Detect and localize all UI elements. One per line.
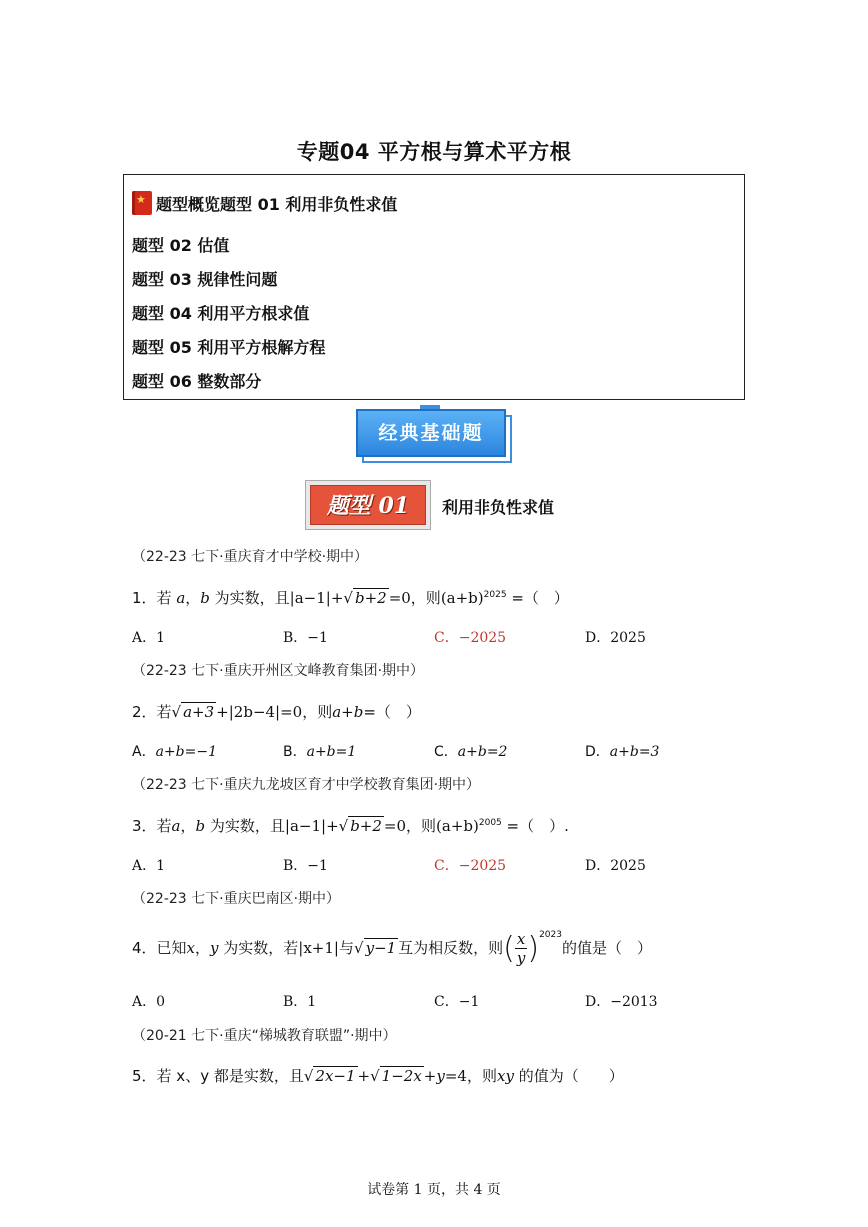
- q5-plus-2: +: [423, 1067, 437, 1085]
- q3-source: （22-23 七下·重庆九龙坡区育才中学校教育集团·期中）: [132, 777, 481, 793]
- q3-stem: [132, 815, 569, 836]
- q4-sqrt: √ y−1: [354, 939, 397, 957]
- q1-option-c: C．−2025: [434, 630, 507, 646]
- q4-abs: |x+1|: [298, 939, 339, 957]
- q4-option-d: D．−2013: [585, 994, 658, 1010]
- overview-item-03: 题型 03 规律性问题: [132, 270, 278, 289]
- book-icon: ★: [132, 191, 152, 215]
- q2-option-c: [434, 741, 507, 761]
- q2-sqrt: √ a+3: [171, 703, 215, 721]
- q1-text: 1．若: [132, 589, 177, 607]
- q4-option-c: C．−1: [434, 994, 480, 1010]
- q4-text5: 的值是（ ）: [561, 939, 652, 957]
- q4-right-paren: ): [527, 931, 540, 966]
- q2-option-a-value: a+b=−1: [155, 744, 217, 760]
- type-heading: 利用非负性求值: [442, 498, 555, 517]
- q1-text3: =0，则: [388, 589, 441, 607]
- q1-sqrt: √ b+2: [343, 589, 387, 607]
- q1-exponent: 2025: [483, 590, 507, 600]
- q3-text2: 为实数，且: [205, 817, 285, 835]
- q1-option-d: D．2025: [585, 630, 646, 646]
- q3-option-c: C．−2025: [434, 858, 507, 874]
- q3-sqrt: √ b+2: [338, 817, 382, 835]
- q3-power-base: (a+b): [436, 817, 479, 835]
- q5-sqrt-2: √ 1−2x: [370, 1067, 422, 1085]
- q3-abs: |a−1|+: [284, 817, 339, 835]
- overview-item-04: 题型 04 利用平方根求值: [132, 304, 310, 323]
- q2-option-b-label: B．: [283, 744, 307, 760]
- q5-text2: =4，则: [444, 1067, 497, 1085]
- q4-fraction: [515, 930, 527, 967]
- q2-option-d: [585, 741, 659, 761]
- q4-text4: 互为相反数，则: [398, 939, 504, 957]
- overview-header-text: 题型概览题型 01 利用非负性求值: [156, 195, 398, 214]
- q5-radicand-1: 2x−1: [315, 1067, 356, 1085]
- q4-stem: [132, 930, 652, 967]
- q4-option-a: A．0: [132, 994, 166, 1010]
- banner-label: 经典基础题: [356, 409, 506, 457]
- q5-radicand-2: 1−2x: [381, 1067, 422, 1085]
- q4-exponent: 2023: [539, 930, 562, 940]
- q4-left-paren: (: [503, 931, 515, 966]
- q4-option-b: B．1: [283, 994, 317, 1010]
- q3-option-b: B．−1: [283, 858, 328, 874]
- q5-sqrt-1: √ 2x−1: [303, 1067, 356, 1085]
- type-badge: [305, 480, 431, 530]
- q1-source: （22-23 七下·重庆育才中学校·期中）: [132, 549, 369, 565]
- q1-text4: =（ ）: [506, 589, 569, 607]
- q1-stem: [132, 587, 569, 608]
- overview-item-06: 题型 06 整数部分: [132, 372, 262, 391]
- q2-text3: =（ ）: [363, 703, 421, 721]
- q3-var-b: b: [195, 817, 206, 835]
- q1-text2: 为实数，且: [209, 589, 290, 607]
- q5-source: （20-21 七下·重庆“梯城教育联盟”·期中）: [132, 1028, 397, 1044]
- q5-var-y: y: [436, 1067, 445, 1085]
- q1-abs: |a−1|+: [289, 589, 344, 607]
- q2-text: 2．若: [132, 703, 172, 721]
- page-title: 专题04 平方根与算术平方根: [296, 140, 572, 164]
- q3-text4: =（ ）.: [501, 817, 569, 835]
- q2-text2: +|2b−4|=0，则: [216, 703, 333, 721]
- overview-box: [123, 174, 745, 400]
- q3-option-d: D．2025: [585, 858, 646, 874]
- q5-text3: 的值为（ ）: [513, 1067, 624, 1085]
- q4-var-y: y: [210, 939, 219, 957]
- q4-text2: 为实数，若: [218, 939, 299, 957]
- page-footer: 试卷第 1 页，共 4 页: [367, 1182, 501, 1198]
- q4-var-x: x: [186, 939, 196, 957]
- q3-comma: ，: [180, 817, 196, 835]
- q2-option-d-label: D．: [585, 744, 610, 760]
- q4-numerator: x: [516, 930, 526, 948]
- q4-radicand: y−1: [365, 939, 397, 957]
- q1-comma: ，: [185, 589, 201, 607]
- overview-item-02: 题型 02 估值: [132, 236, 230, 255]
- q1-var-b: b: [200, 589, 210, 607]
- q1-power-base: (a+b): [440, 589, 484, 607]
- q2-option-b-value: a+b=1: [306, 744, 357, 760]
- q1-var-a: a: [176, 589, 186, 607]
- q3-option-a: A．1: [132, 858, 166, 874]
- q3-text: 3．若: [132, 817, 172, 835]
- section-banner: [356, 409, 514, 467]
- q1-option-a: A．1: [132, 630, 166, 646]
- q1-radicand: b+2: [354, 589, 387, 607]
- q5-stem: [132, 1065, 624, 1086]
- q4-comma: ，: [195, 939, 211, 957]
- q5-plus-1: +: [357, 1067, 371, 1085]
- overview-item-05: 题型 05 利用平方根解方程: [132, 338, 326, 357]
- type-badge-label: 题型 01: [310, 485, 426, 525]
- q5-var-xy: xy: [496, 1067, 514, 1085]
- q5-text: 5．若 x、y 都是实数，且: [132, 1067, 304, 1085]
- q4-text: 4．已知: [132, 939, 187, 957]
- q3-text3: =0，则: [383, 817, 437, 835]
- q2-option-c-value: a+b=2: [457, 744, 508, 760]
- q3-radicand: b+2: [350, 817, 382, 835]
- q2-option-a: [132, 741, 217, 761]
- q4-text3: 与: [338, 939, 354, 957]
- q2-option-b: [283, 741, 356, 761]
- q2-expr: a+b: [332, 703, 364, 721]
- q2-radicand: a+3: [183, 703, 215, 721]
- q3-var-a: a: [171, 817, 181, 835]
- q2-stem: [132, 701, 421, 722]
- q2-option-a-label: A．: [132, 744, 156, 760]
- q1-option-b: B．−1: [283, 630, 328, 646]
- q2-source: （22-23 七下·重庆开州区文峰教育集团·期中）: [132, 663, 425, 679]
- q4-source: （22-23 七下·重庆巴南区·期中）: [132, 891, 341, 907]
- q2-option-d-value: a+b=3: [609, 744, 660, 760]
- q2-option-c-label: C．: [434, 744, 458, 760]
- q4-denominator: y: [516, 949, 526, 967]
- q3-exponent: 2005: [478, 818, 502, 828]
- overview-header: [132, 191, 397, 215]
